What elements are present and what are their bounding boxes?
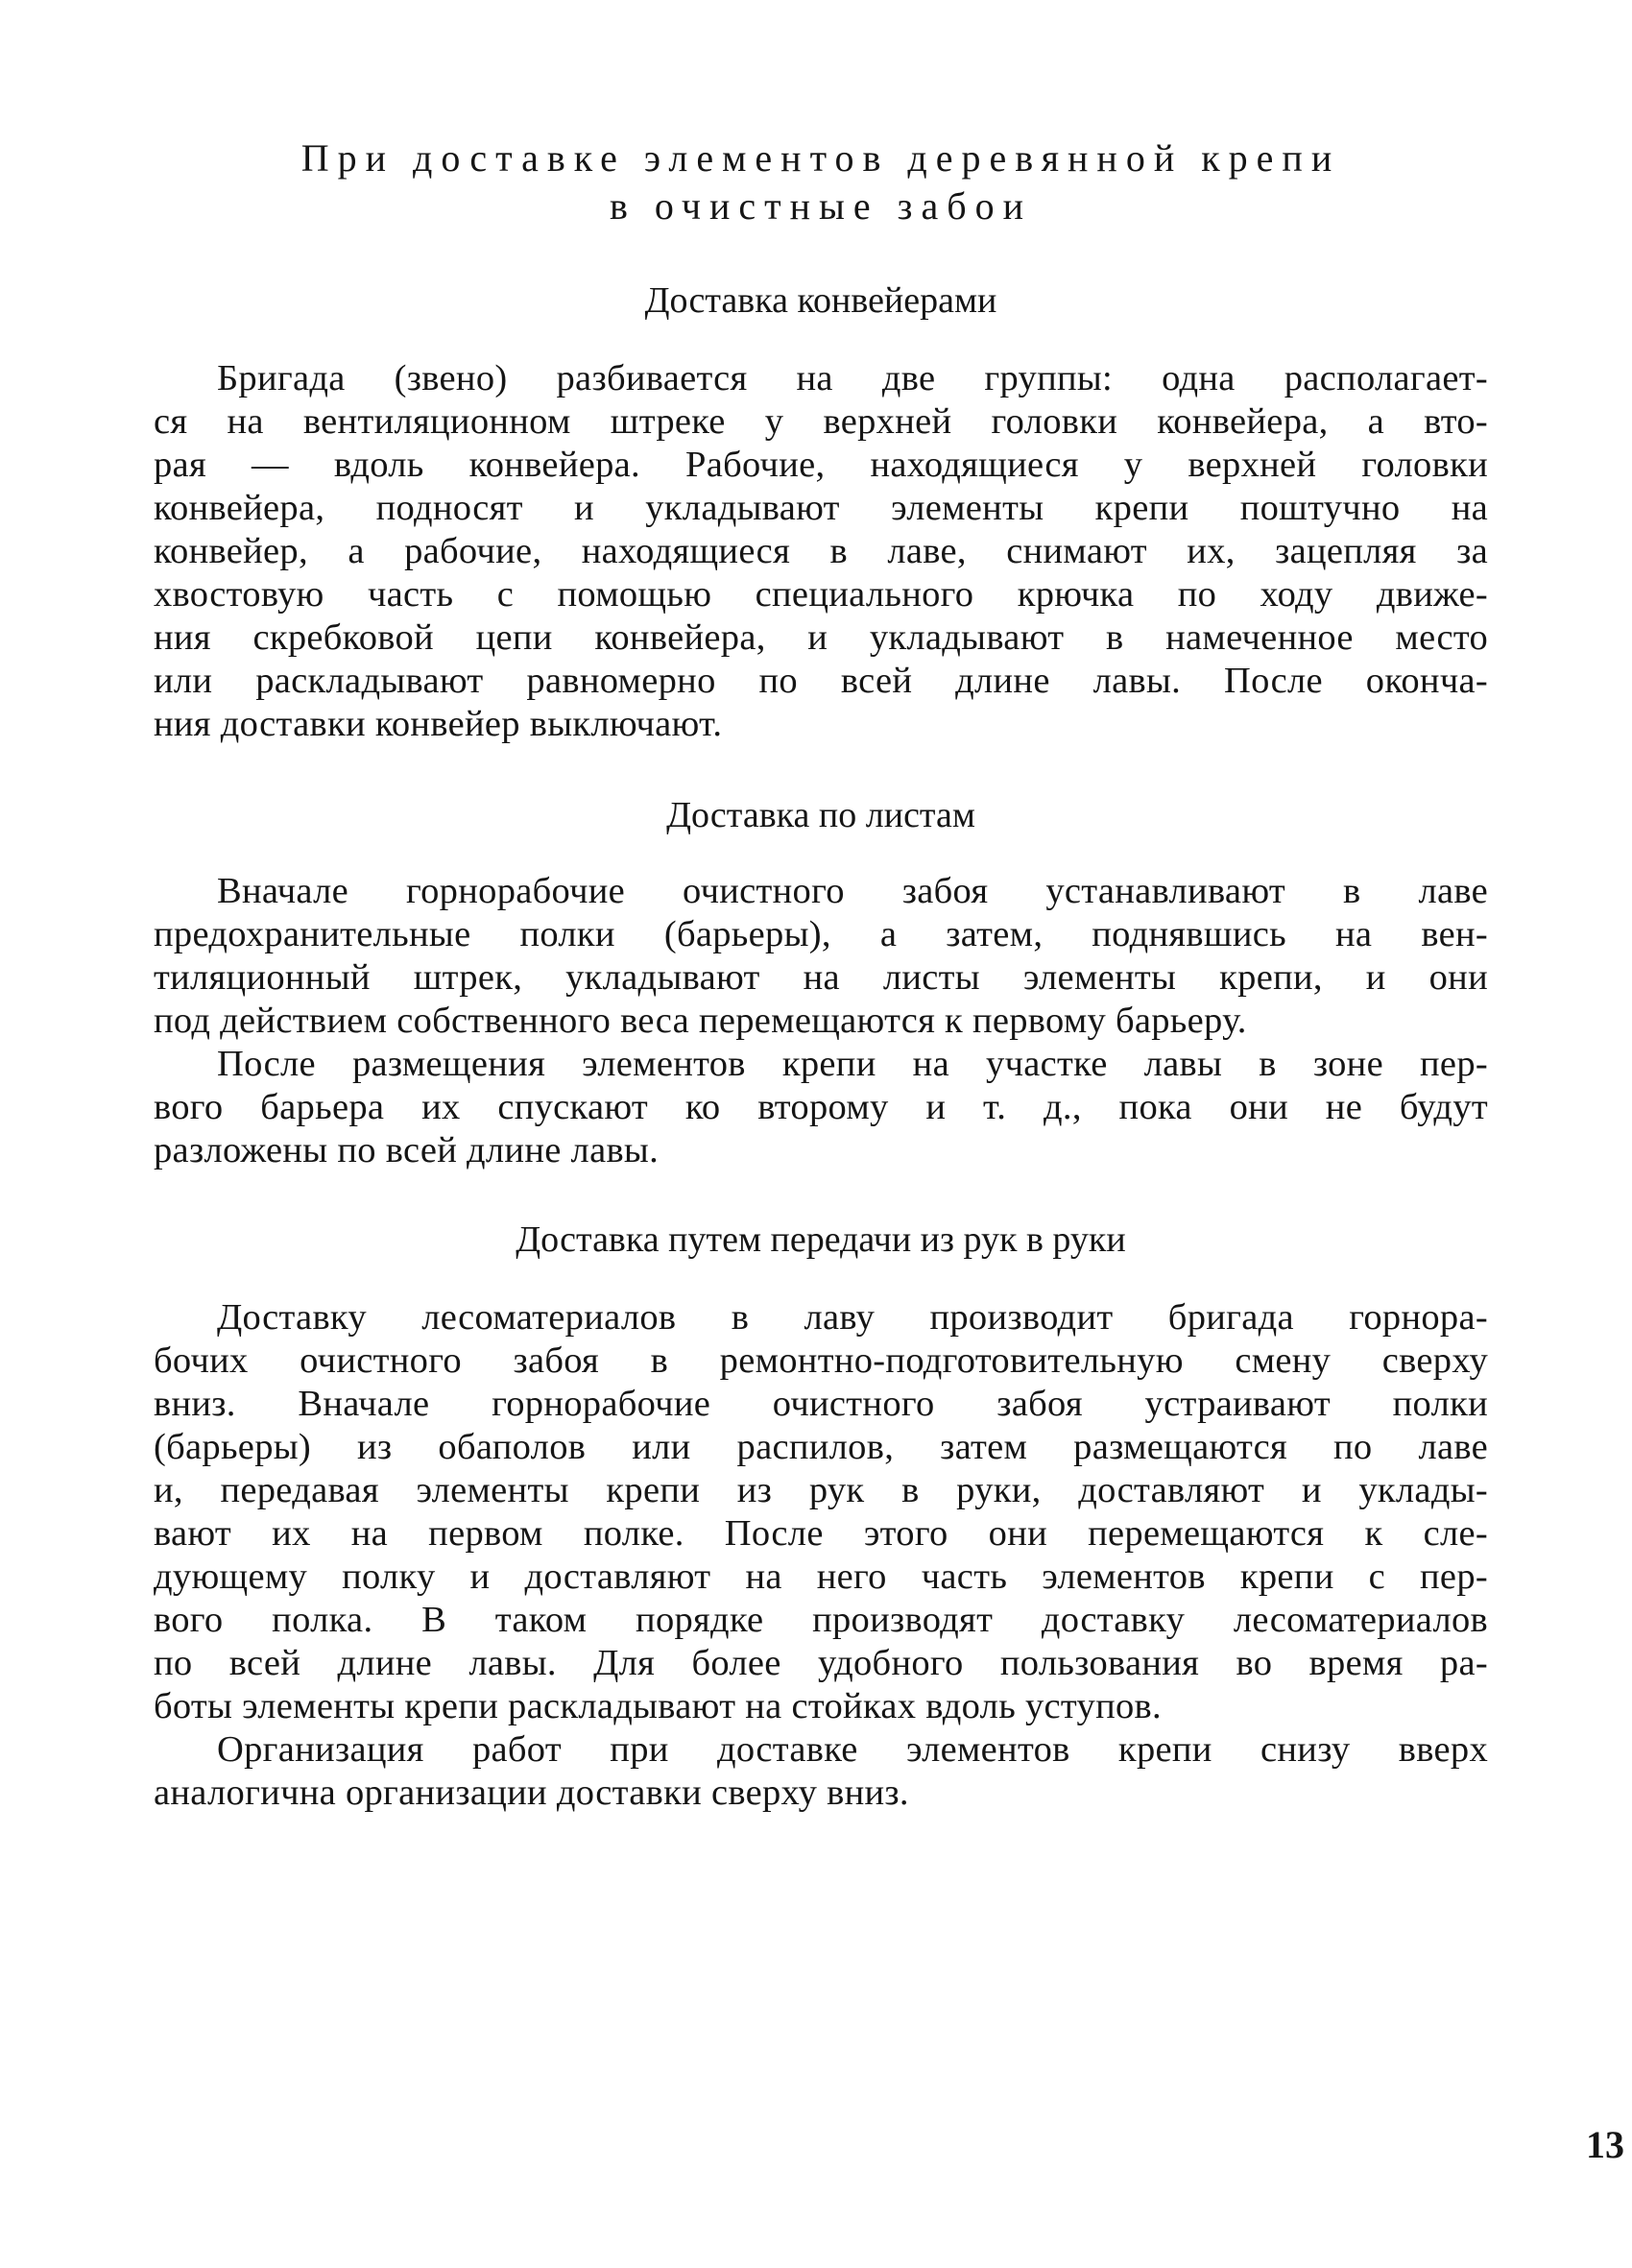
text-line: и, передавая элементы крепи из рук в руки, доставляют и уклады-	[154, 1470, 1488, 1510]
text-line: бочих очистного забоя в ремонтно-подготовительную смену сверху	[154, 1340, 1488, 1381]
page-number: 13	[1586, 2123, 1624, 2166]
text-line: под действием собственного веса перемещаются к первому барьеру.	[154, 1001, 1247, 1041]
text-line: ся на вентиляционном штреке у верхней головки конвейера, а вто-	[154, 401, 1488, 442]
text-line: боты элементы крепи раскладывают на стойках вдоль уступов.	[154, 1686, 1162, 1726]
text-line: тиляционный штрек, укладывают на листы элементы крепи, и они	[154, 957, 1488, 998]
paragraph-sheets-2	[154, 1043, 1488, 1172]
section-heading-conveyors: Доставка конвейерами	[644, 280, 997, 321]
paragraph-conveyors	[154, 357, 1488, 746]
text-line: предохранительные полки (барьеры), а затем, поднявшись на вен-	[154, 914, 1488, 954]
text-line: вают их на первом полке. После этого они перемещаются к сле-	[154, 1513, 1488, 1554]
page-title-line-1: При доставке элементов деревянной крепи	[300, 136, 1341, 180]
text-line: хвостовую часть с помощью специального крючка по ходу движе-	[154, 574, 1488, 615]
text-line: Организация работ при доставке элементов крепи снизу вверх	[217, 1729, 1488, 1770]
text-line: конвейер, а рабочие, находящиеся в лаве, снимают их, зацепляя за	[154, 531, 1488, 571]
text-line: аналогична организации доставки сверху вниз.	[154, 1773, 909, 1813]
text-line: конвейера, подносят и укладывают элементы крепи поштучно на	[154, 488, 1488, 528]
text-line: Доставку лесоматериалов в лаву производит бригада горнора-	[217, 1297, 1488, 1338]
document-page	[154, 0, 1624, 2268]
text-line: Бригада (звено) разбивается на две группы: одна располагает-	[217, 358, 1488, 398]
text-line: дующему полку и доставляют на него часть элементов крепи с пер-	[154, 1556, 1488, 1597]
text-line: ния скребковой цепи конвейера, и укладывают в намеченное место	[154, 617, 1488, 658]
paragraph-hand-to-hand-2	[154, 1728, 1488, 1815]
text-line: вого барьера их спускают ко второму и т. д., пока они не будут	[154, 1087, 1488, 1127]
text-line: или раскладывают равномерно по всей длине лавы. После оконча-	[154, 661, 1488, 701]
section-heading-hand-to-hand: Доставка путем передачи из рук в руки	[516, 1219, 1126, 1260]
text-line: ния доставки конвейер выключают.	[154, 704, 723, 744]
section-heading-sheets: Доставка по листам	[666, 795, 975, 835]
text-line: После размещения элементов крепи на участке лавы в зоне пер-	[217, 1044, 1488, 1084]
text-line: вниз. Вначале горнорабочие очистного забоя устраивают полки	[154, 1384, 1488, 1424]
text-line: рая — вдоль конвейера. Рабочие, находящиеся у верхней головки	[154, 445, 1488, 485]
page-title	[154, 134, 1488, 230]
text-line: (барьеры) из обаполов или распилов, затем размещаются по лаве	[154, 1427, 1488, 1467]
text-line: Вначале горнорабочие очистного забоя устанавливают в лаве	[217, 871, 1488, 911]
paragraph-sheets-1	[154, 870, 1488, 1043]
page-title-line-2: в очистные забои	[610, 184, 1032, 228]
text-line: разложены по всей длине лавы.	[154, 1130, 660, 1170]
text-line: по всей длине лавы. Для более удобного пользования во время ра-	[154, 1643, 1488, 1683]
paragraph-hand-to-hand-1	[154, 1296, 1488, 1728]
text-line: вого полка. В таком порядке производят доставку лесоматериалов	[154, 1600, 1488, 1640]
